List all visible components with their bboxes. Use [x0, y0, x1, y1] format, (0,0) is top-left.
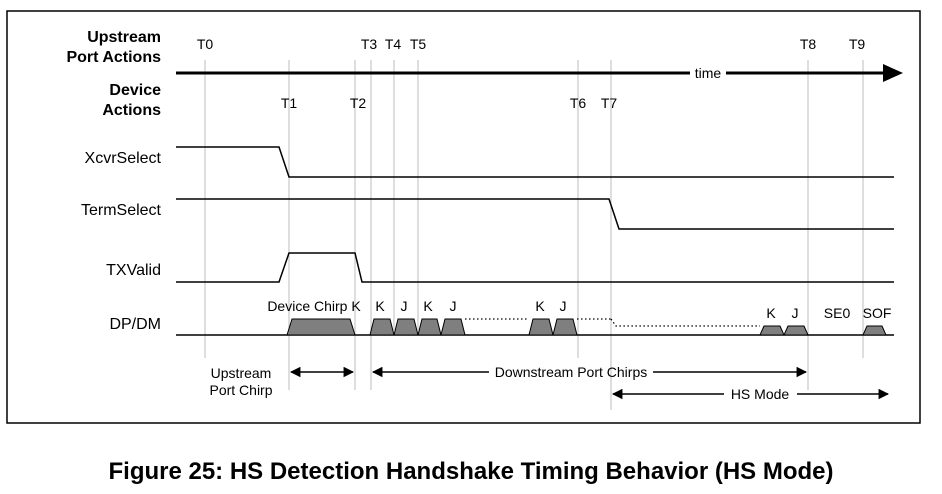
signal-xcvrselect-label: XcvrSelect: [84, 150, 161, 167]
label-k3: K: [535, 298, 545, 314]
tick-t5: T5: [409, 36, 427, 52]
label-j2: J: [449, 298, 457, 314]
chirp-device-k: [287, 319, 355, 335]
tick-t2: T2: [349, 95, 367, 111]
tick-t3: T3: [360, 36, 378, 52]
waveform-xcvrselect: [176, 147, 894, 177]
label-k2: K: [423, 298, 433, 314]
waveform-termselect: [176, 199, 894, 229]
signal-txvalid-label: TXValid: [106, 262, 161, 279]
tick-t6: T6: [569, 95, 587, 111]
tick-t1: T1: [280, 95, 298, 111]
label-j3: J: [559, 298, 567, 314]
tick-t9: T9: [848, 36, 866, 52]
label-sof: SOF: [862, 305, 892, 321]
tick-t4: T4: [384, 36, 402, 52]
time-axis-label: time: [694, 65, 722, 81]
waveform-dpdm: [176, 319, 894, 335]
upstream-port-chirp-label-1: Upstream: [210, 365, 272, 381]
waveform-txvalid: [176, 253, 894, 282]
figure-caption: Figure 25: HS Detection Handshake Timing Behavior (HS Mode): [108, 458, 834, 485]
label-k4: K: [766, 305, 776, 321]
label-device-chirp: Device Chirp K: [267, 298, 361, 314]
downstream-chirps-label: Downstream Port Chirps: [494, 364, 648, 380]
chirp-j4: [784, 326, 808, 335]
tick-t0: T0: [196, 36, 214, 52]
signal-termselect-label: TermSelect: [80, 202, 161, 219]
chirp-j3: [553, 319, 577, 335]
signal-dpdm-label: DP/DM: [109, 316, 161, 333]
tick-t7: T7: [600, 95, 618, 111]
label-se0: SE0: [823, 305, 851, 321]
chirp-j2: [441, 319, 465, 335]
upstream-port-chirp-label-2: Port Chirp: [209, 382, 273, 398]
label-j4: J: [791, 305, 799, 321]
tick-t8: T8: [799, 36, 817, 52]
chirp-k1: [370, 319, 394, 335]
device-actions-label-1: Device: [109, 82, 161, 99]
upstream-actions-label-2: Port Actions: [66, 49, 161, 66]
device-actions-label-2: Actions: [102, 102, 161, 119]
label-k1: K: [375, 298, 385, 314]
time-guides: [205, 60, 863, 410]
label-j1: J: [400, 298, 408, 314]
chirp-j1: [394, 319, 418, 335]
chirp-sof: [863, 326, 886, 335]
chirp-k3: [529, 319, 553, 335]
upstream-actions-label-1: Upstream: [87, 29, 161, 46]
hs-mode-label: HS Mode: [730, 386, 790, 402]
dpdm-dotted-drop: [611, 319, 760, 326]
time-axis-arrowhead: [883, 64, 903, 82]
chirp-k2: [418, 319, 441, 335]
chirp-k4: [760, 326, 784, 335]
